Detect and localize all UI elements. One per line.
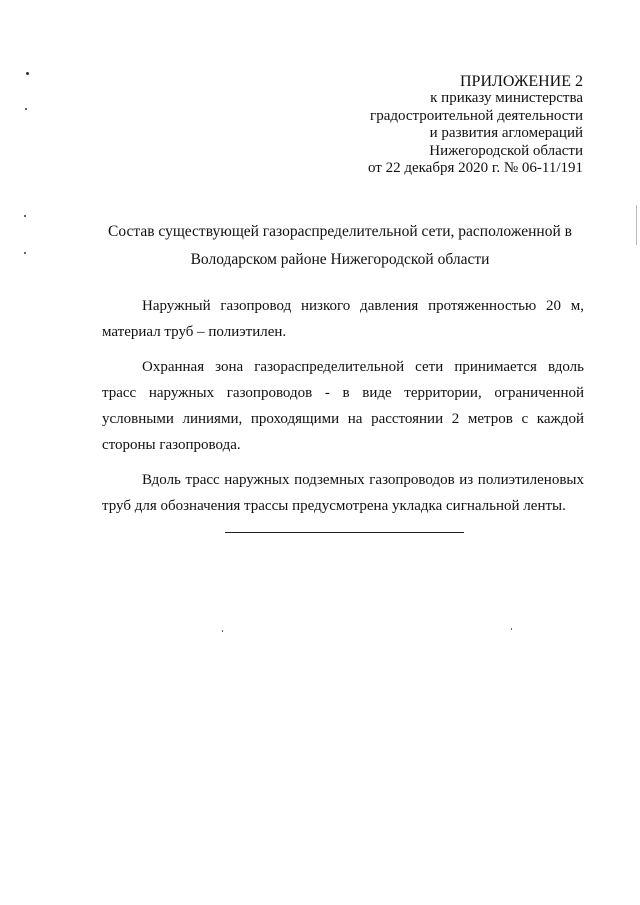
scan-speck bbox=[511, 628, 512, 630]
title-line-2: Володарском районе Нижегородской области bbox=[190, 251, 490, 268]
scan-speck bbox=[636, 205, 637, 245]
paragraph-pipeline: Наружный газопровод низкого давления протяженностью 20 м, материал труб – полиэтилен. bbox=[102, 298, 584, 341]
header-line: Нижегородской области bbox=[429, 142, 583, 159]
title-line-1: Состав существующей газораспределительной сети, расположенной в bbox=[108, 223, 572, 240]
paragraph-protection-zone: Охранная зона газораспределительной сети принимается вдоль трасс наружных газопроводов - в виде территории, ограниченной условными линиями, проходящими на расстоянии 2 метров с каждой стороны газопровода. bbox=[102, 358, 584, 454]
closing-divider bbox=[225, 532, 464, 533]
scan-speck bbox=[24, 215, 26, 217]
scan-speck bbox=[24, 252, 26, 254]
document-body bbox=[102, 293, 584, 527]
appendix-header bbox=[368, 73, 583, 177]
scan-speck bbox=[26, 72, 29, 75]
paragraph-signal-tape: Вдоль трасс наружных подземных газопроводов из полиэтиленовых труб для обозначения трассы предусмотрена укладка сигнальной ленты. bbox=[102, 471, 584, 515]
header-line: к приказу министерства bbox=[430, 90, 583, 107]
appendix-number: ПРИЛОЖЕНИЕ 2 bbox=[459, 73, 583, 90]
order-date-number: от 22 декабря 2020 г. № 06-11/191 bbox=[367, 160, 583, 177]
scan-speck bbox=[25, 108, 27, 110]
document-title bbox=[60, 218, 620, 274]
header-line: градостроительной деятельности bbox=[370, 107, 583, 124]
header-line: и развития агломераций bbox=[429, 125, 583, 142]
scan-speck bbox=[222, 630, 223, 632]
